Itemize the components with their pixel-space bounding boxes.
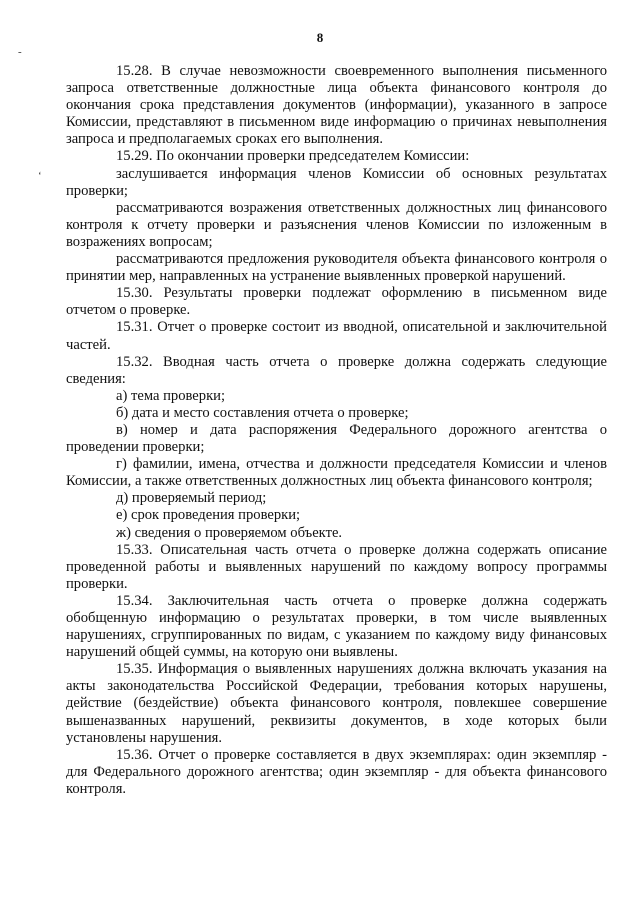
scan-mark: ‘ [38, 170, 42, 182]
paragraph-15-28: 15.28. В случае невозможности своевременного выполнения письменного запроса ответственные должностные лица объекта финансового контроля до окончания срока представления документов (информации), указанного в запросе Комиссии, представляют в письменном виде информацию о причинах невыполнения запроса и предполагаемых сроках его выполнения. [66, 63, 607, 148]
page-number: 8 [316, 30, 324, 45]
list-item: е) срок проведения проверки; [116, 507, 301, 524]
paragraph-15-35: 15.35. Информация о выявленных нарушениях должна включать указания на акты законодательства Российской Федерации, требования которых нарушены, действие (бездействие) объекта финансового контроля, повлекшее совершение вышеназванных нарушений, реквизиты документов, в ходе которых были установлены нарушения. [66, 661, 607, 746]
paragraph-15-33: 15.33. Описательная часть отчета о проверке должна содержать описание проведенной работы и выявленных нарушений по каждому вопросу программы проверки. [66, 541, 607, 592]
paragraph-15-32: 15.32. Вводная часть отчета о проверке должна содержать следующие сведения: [66, 353, 607, 387]
paragraph-item: заслушивается информация членов Комиссии об основных результатах проверки; [66, 165, 607, 199]
paragraph-15-30: 15.30. Результаты проверки подлежат оформлению в письменном виде отчетом о проверке. [66, 285, 607, 319]
paragraph-15-36: 15.36. Отчет о проверке составляется в двух экземплярах: один экземпляр - для Федерального дорожного агентства; один экземпляр - для объекта финансового контроля. [66, 746, 607, 797]
paragraph-15-34: 15.34. Заключительная часть отчета о проверке должна содержать обобщенную информацию о результатах проверки, в том числе выявленных нарушениях, сгруппированных по видам, с указанием по каждому виду финансовых нарушений общей суммы, на которую они выявлены. [66, 592, 607, 661]
list-item: ж) сведения о проверяемом объекте. [116, 524, 343, 541]
paragraph-item: рассматриваются возражения ответственных должностных лиц финансового контроля к отчету проверки и разъяснения членов Комиссии по изложенным в возражениях вопросам; [66, 199, 607, 250]
paragraph-item: рассматриваются предложения руководителя объекта финансового контроля о принятии мер, направленных на устранение выявленных проверкой нарушений. [66, 251, 607, 285]
paragraph-15-29: 15.29. По окончании проверки председателем Комиссии: [116, 148, 470, 165]
scan-mark: - [18, 46, 22, 58]
paragraph-15-31: 15.31. Отчет о проверке состоит из вводной, описательной и заключительной частей. [66, 319, 607, 353]
document-body [66, 63, 607, 798]
list-item: г) фамилии, имена, отчества и должности председателя Комиссии и членов Комиссии, а также ответственных должностных лиц объекта финансового контроля; [66, 456, 607, 490]
list-item: д) проверяемый период; [116, 490, 267, 507]
list-item: б) дата и место составления отчета о проверке; [116, 404, 409, 421]
list-item: а) тема проверки; [116, 387, 226, 404]
list-item: в) номер и дата распоряжения Федерального дорожного агентства о проведении проверки; [66, 421, 607, 456]
